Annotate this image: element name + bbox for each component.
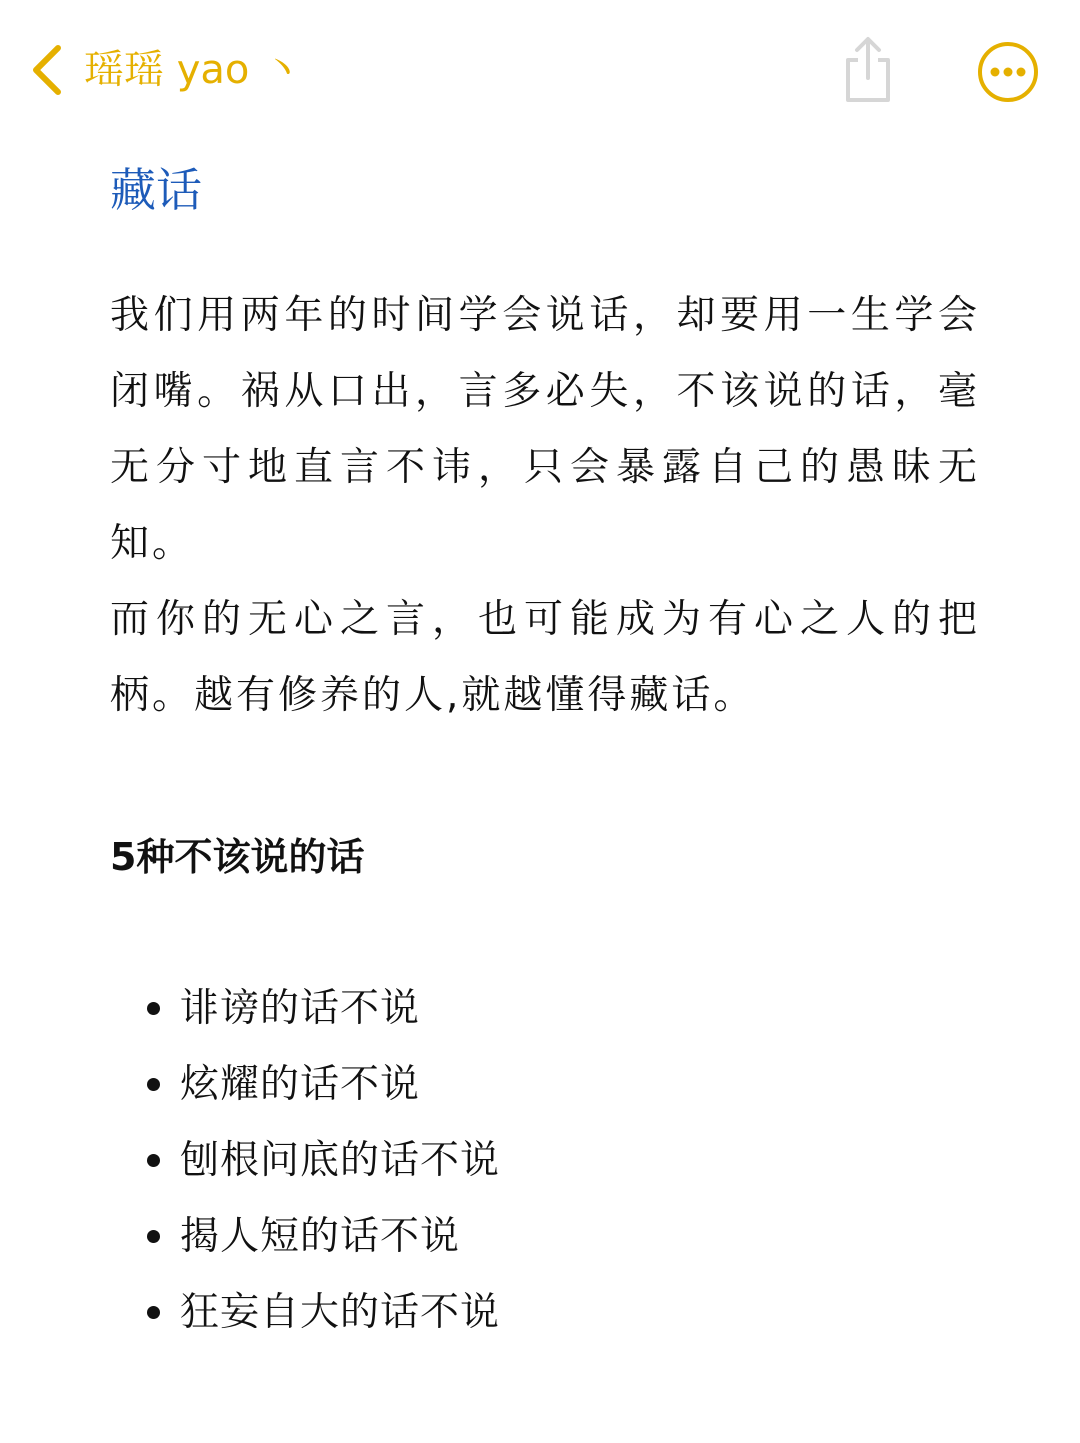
- note-body: [110, 278, 980, 734]
- list-item: [110, 1199, 980, 1275]
- bullet-list: [110, 971, 980, 1351]
- bullet-icon: [147, 1078, 160, 1091]
- body-paragraph: 而你的无心之言，也可能成为有心之人的把柄。越有修养的人,就越懂得藏话。: [110, 597, 980, 718]
- list-item-text: 诽谤的话不说: [180, 986, 421, 1031]
- list-item-text: 狂妄自大的话不说: [180, 1290, 501, 1335]
- list-item-text: 炫耀的话不说: [180, 1062, 421, 1107]
- navigation-bar: [0, 0, 1080, 140]
- list-item: [110, 1123, 980, 1199]
- list-item: [110, 971, 980, 1047]
- list-item-text: 刨根问底的话不说: [180, 1138, 501, 1183]
- bullet-icon: [147, 1002, 160, 1015]
- back-button[interactable]: [28, 38, 302, 102]
- section-heading: 5种不该说的话: [110, 835, 365, 879]
- list-item: [110, 1047, 980, 1123]
- chevron-left-icon: [28, 42, 68, 98]
- list-item: [110, 1275, 980, 1351]
- back-label: 瑶瑶 yao 丶: [84, 47, 303, 93]
- bullet-icon: [147, 1230, 160, 1243]
- bullet-icon: [147, 1154, 160, 1167]
- ellipsis-circle-icon[interactable]: [976, 40, 1040, 104]
- body-paragraph: 我们用两年的时间学会说话，却要用一生学会闭嘴。祸从口出，言多必失，不该说的话，毫无分寸地直言不讳，只会暴露自己的愚昧无知。: [110, 293, 980, 566]
- share-icon[interactable]: [836, 34, 900, 104]
- list-item-text: 揭人短的话不说: [180, 1214, 461, 1259]
- note-content: [110, 150, 980, 1351]
- bullet-icon: [147, 1306, 160, 1319]
- note-title: 藏话: [110, 163, 202, 217]
